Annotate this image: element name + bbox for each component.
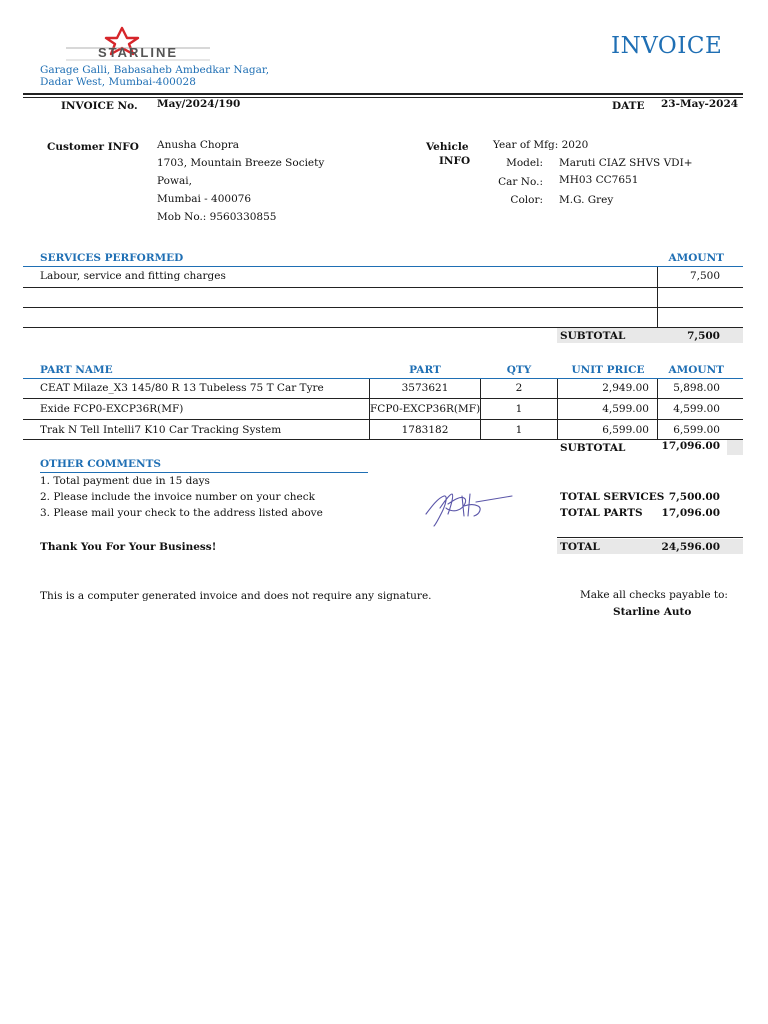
part-row-unit-price: 4,599.00 xyxy=(602,403,649,415)
table-column-divider xyxy=(480,379,481,439)
part-row-number: 3573621 xyxy=(401,382,449,394)
comments-header-rule xyxy=(40,472,368,473)
comment-line: 1. Total payment due in 15 days xyxy=(40,475,210,487)
services-subtotal-label: SUBTOTAL xyxy=(560,330,626,342)
company-address-line1: Garage Galli, Babasaheb Ambedkar Nagar, xyxy=(40,64,270,76)
company-logo xyxy=(62,26,214,64)
vehicle-color-label: Color: xyxy=(510,194,543,206)
total-parts: 17,096.00 xyxy=(661,507,720,519)
customer-address2: Powai, xyxy=(157,175,192,187)
service-row-description: Labour, service and fitting charges xyxy=(40,270,226,282)
part-row-name: Trak N Tell Intelli7 K10 Car Tracking System xyxy=(40,424,282,436)
services-subtotal: 7,500 xyxy=(687,330,720,342)
grand-total: 24,596.00 xyxy=(661,541,720,553)
part-row-qty: 1 xyxy=(515,424,523,436)
parts-part-header: PART xyxy=(409,364,441,376)
comments-header: OTHER COMMENTS xyxy=(40,458,162,470)
vehicle-carno-label: Car No.: xyxy=(498,176,543,188)
part-row-amount: 4,599.00 xyxy=(673,403,720,415)
footer-note: This is a computer generated invoice and does not require any signature. xyxy=(40,590,432,602)
vehicle-model: Maruti CIAZ SHVS VDI+ xyxy=(559,157,693,169)
vehicle-year: Year of Mfg: 2020 xyxy=(493,139,589,151)
part-row-number: FCP0-EXCP36R(MF) xyxy=(370,403,481,415)
table-column-divider xyxy=(369,379,370,439)
comment-line: 3. Please mail your check to the address listed above xyxy=(40,507,323,519)
grand-total-label: TOTAL xyxy=(560,541,600,553)
part-row-qty: 2 xyxy=(515,382,523,394)
total-services-label: TOTAL SERVICES xyxy=(560,491,665,503)
table-rule xyxy=(23,398,743,399)
part-row-amount: 6,599.00 xyxy=(673,424,720,436)
parts-subtotal: 17,096.00 xyxy=(661,440,720,452)
parts-qty-header: QTY xyxy=(506,364,532,376)
vehicle-model-label: Model: xyxy=(506,157,543,169)
services-amount-header: AMOUNT xyxy=(668,252,724,264)
thank-you-message: Thank You For Your Business! xyxy=(40,541,217,553)
company-address-line2: Dadar West, Mumbai-400028 xyxy=(40,76,196,88)
customer-mobile: Mob No.: 9560330855 xyxy=(157,211,277,223)
total-parts-label: TOTAL PARTS xyxy=(560,507,643,519)
parts-header-rule xyxy=(23,378,743,379)
invoice-number: May/2024/190 xyxy=(157,98,241,110)
comment-line: 2. Please include the invoice number on your check xyxy=(40,491,315,503)
header-rule-thin xyxy=(23,97,743,98)
vehicle-carno: MH03 CC7651 xyxy=(559,174,639,186)
vehicle-info-label-line1: Vehicle xyxy=(426,141,469,153)
parts-unit-price-header: UNIT PRICE xyxy=(571,364,645,376)
logo-wordmark: STARLINE xyxy=(97,45,179,60)
part-row-number: 1783182 xyxy=(401,424,449,436)
table-rule xyxy=(23,419,743,420)
part-row-amount: 5,898.00 xyxy=(673,382,720,394)
table-column-divider xyxy=(557,379,558,439)
services-header: SERVICES PERFORMED xyxy=(40,252,184,264)
table-column-divider xyxy=(657,379,658,439)
part-row-unit-price: 2,949.00 xyxy=(602,382,649,394)
invoice-number-label: INVOICE No. xyxy=(61,100,138,112)
parts-amount-header: AMOUNT xyxy=(668,364,724,376)
part-row-name: CEAT Milaze_X3 145/80 R 13 Tubeless 75 T Car Tyre xyxy=(40,382,324,394)
part-row-qty: 1 xyxy=(515,403,523,415)
vehicle-color: M.G. Grey xyxy=(559,194,614,206)
vehicle-info-label-line2: INFO xyxy=(439,155,471,167)
part-row-name: Exide FCP0-EXCP36R(MF) xyxy=(40,403,184,415)
service-row-amount: 7,500 xyxy=(689,270,720,282)
parts-name-header: PART NAME xyxy=(40,364,113,376)
table-rule xyxy=(23,307,743,308)
signature-image xyxy=(418,486,516,530)
services-header-rule xyxy=(23,266,743,267)
invoice-date: 23-May-2024 xyxy=(661,98,739,110)
customer-address1: 1703, Mountain Breeze Society xyxy=(157,157,325,169)
total-services: 7,500.00 xyxy=(668,491,720,503)
payable-to: Starline Auto xyxy=(613,606,692,618)
payable-label: Make all checks payable to: xyxy=(580,589,728,601)
date-label: DATE xyxy=(612,100,645,112)
header-rule xyxy=(23,93,743,95)
customer-address3: Mumbai - 400076 xyxy=(157,193,252,205)
document-title: INVOICE xyxy=(611,33,723,59)
table-column-divider xyxy=(657,267,658,327)
total-rule xyxy=(557,537,743,538)
parts-subtotal-label: SUBTOTAL xyxy=(560,442,626,454)
customer-info-label: Customer INFO xyxy=(47,141,139,153)
customer-name: Anusha Chopra xyxy=(157,139,239,151)
part-row-unit-price: 6,599.00 xyxy=(602,424,649,436)
parts-subtotal-shade xyxy=(727,440,743,455)
table-rule xyxy=(23,287,743,288)
